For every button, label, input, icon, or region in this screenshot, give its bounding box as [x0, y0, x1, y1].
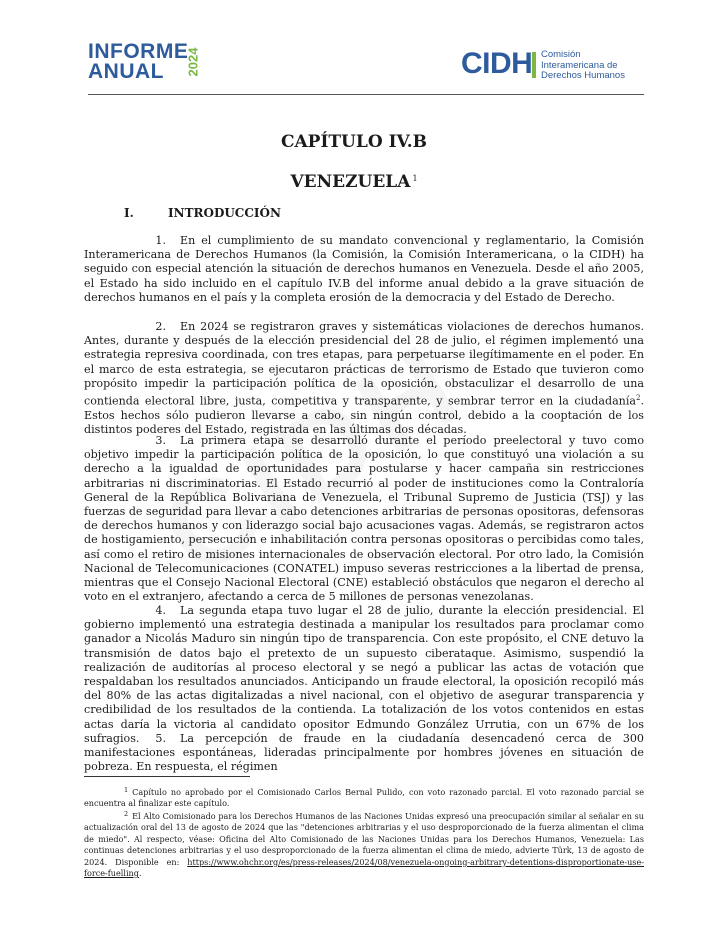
- cidh-name-line2: Interamericana de: [541, 59, 618, 71]
- cidh-name-line1: Comisión: [541, 49, 581, 60]
- section-number: I.: [124, 206, 134, 220]
- paragraph-text-continued: . Estos hechos sólo pudieron llevarse a cabo, sin ningún control, debido a la cooptación de los distintos poderes del Estado, registrada en las últimas dos décadas.: [84, 394, 644, 437]
- paragraph-text: La primera etapa se desarrolló durante el período preelectoral y tuvo como objetivo impedir la participación política de la oposición, lo que constituyó una violación a su derecho a la igualdad de oportunidades para postularse y hacer campaña sin restricciones arbitrarias ni discriminatorias. El Estado recurrió al poder de instituciones como la Contraloría General de la República Bolivariana de Venezuela, el Tribunal Supremo de Justicia (TSJ) y las fuerzas de seguridad para llevar a cabo detenciones arbitrarias de personas opositoras, defensoras de derechos humanos y con liderazgo social bajo acusaciones vagas. Además, se registraron actos de hostigamiento, persecución e inhabilitación contra personas opositoras o percibidas como tales, así como el retiro de misiones internacionales de observación electoral. Por otro lado, la Comisión Nacional de Telecomunicaciones (CONATEL) impuso severas restricciones a la libertad de prensa, mientras que el Consejo Nacional Electoral (CNE) estableció obstáculos que negaron el derecho al voto en el extranjero, afectando a cerca de 5 millones de personas venezolanas.: [84, 434, 644, 604]
- paragraph-3: [84, 434, 644, 604]
- paragraph-number: 5.: [155, 732, 166, 745]
- paragraph-text: La percepción de fraude en la ciudadanía desencadenó cerca de 300 manifestaciones espontáneas, lideradas principalmente por hombres jóvenes en situación de pobreza. En respuesta, el régimen: [84, 732, 644, 774]
- footnote-1: [84, 785, 644, 810]
- paragraph-4: [84, 604, 644, 746]
- page-header: [0, 0, 708, 100]
- paragraph-text: La segunda etapa tuvo lugar el 28 de julio, durante la elección presidencial. El gobierno implementó una estrategia destinada a manipular los resultados para proclamar como ganador a Nicolás Maduro sin ningún tipo de transparencia. Con este propósito, el CNE detuvo la transmisión de datos bajo el pretexto de un supuesto ciberataque. Asimismo, suspendió la realización de auditorías al proceso electoral y se negó a publicar las actas de votación que respaldaban los resultados anunciados. Anticipando un fraude electoral, la oposición recopiló más del 80% de las actas digitalizadas a nivel nacional, con el objetivo de asegurar transparencia y credibilidad de los resultados de la contienda. La totalización de los votos contenidos en estas actas daría la victoria al candidato opositor Edmundo González Urrutia, con un 67% de los sufragios.: [84, 604, 644, 745]
- country-title: [0, 172, 708, 192]
- footnote-2: [84, 809, 644, 879]
- footnote-ref-1[interactable]: 1: [412, 174, 418, 183]
- footnote-link[interactable]: https://www.ohchr.org/es/press-releases/2024/08/venezuela-ongoing-arbitrary-detentions-disproportionate-use-force-fuelling: [84, 856, 644, 879]
- country-title-text: VENEZUELA: [290, 172, 411, 192]
- cidh-accent-bar: [532, 52, 536, 78]
- cidh-acronym: CIDH: [461, 47, 533, 80]
- footnote-mark: 1: [124, 786, 129, 794]
- footnote-text: Capítulo no aprobado por el Comisionado Carlos Bernal Pulido, con voto razonado parcial. El voto razonado parcial se encuentra al finalizar este capítulo.: [84, 787, 644, 809]
- paragraph-number: 3.: [155, 434, 166, 447]
- logo-word-informe: INFORME: [88, 40, 189, 63]
- paragraph-number: 1.: [155, 234, 166, 247]
- footnote-ref-2[interactable]: 2: [636, 394, 641, 403]
- paragraph-1: [84, 234, 644, 305]
- logo-year-text: 2024: [185, 47, 201, 77]
- informe-anual-logo: [88, 40, 201, 83]
- paragraph-number: 2.: [155, 320, 166, 333]
- paragraph-5: [84, 732, 644, 775]
- paragraph-text: En el cumplimiento de su mandato convencional y reglamentario, la Comisión Interamericana de Derechos Humanos (la Comisión, la Comisión Interamericana, o la CIDH) ha seguido con especial atención la situación de derechos humanos en Venezuela. Desde el año 2005, el Estado ha sido incluido en el capítulo IV.B del informe anual debido a la grave situación de derechos humanos en el país y la completa erosión de la democracia y del Estado de Derecho.: [84, 234, 644, 304]
- paragraph-number: 4.: [155, 604, 166, 617]
- cidh-name-line3: Derechos Humanos: [541, 70, 625, 81]
- footnote-divider: [84, 776, 250, 777]
- section-title: INTRODUCCIÓN: [168, 206, 281, 220]
- footnote-text: El Alto Comisionado para los Derechos Humanos de las Naciones Unidas expresó una preocupación similar al señalar en su actualización oral del 13 de agosto de 2024 que las "detenciones arbitrarias y el uso desproporcionado de la fuerza alimentan el clima de miedo". Al respecto, véase: Oficina del Alto Comisionado de las Naciones Unidas para los Derechos Humanos, Venezuela: Las continuas detenciones arbitrarias y el uso desproporcionado de la fuerza alimentan el clima de miedo, advierte Türk, 13 de agosto de 2024. Disponible en:: [84, 811, 644, 867]
- footnote-mark: 2: [124, 810, 129, 818]
- section-heading: [124, 206, 281, 220]
- logo-year: [186, 41, 200, 83]
- chapter-title: CAPÍTULO IV.B: [280, 132, 428, 152]
- footnote-text-end: .: [138, 868, 142, 879]
- header-divider: [88, 94, 644, 95]
- paragraph-text: En 2024 se registraron graves y sistemáticas violaciones de derechos humanos. Antes, durante y después de la elección presidencial del 28 de julio, el régimen implementó una estrategia represiva coordinada, con tres etapas, para perpetuarse ilegítimamente en el poder. En el marco de esta estrategia, se ejecutaron prácticas de terrorismo de Estado que tuvieron como propósito impedir la participación política de la oposición, obstaculizar el desarrollo de una contienda electoral libre, justa, competitiva y transparente, y sembrar terror en la ciudadanía: [84, 320, 644, 408]
- cidh-name: [541, 50, 625, 82]
- paragraph-2: [84, 320, 644, 437]
- logo-word-anual: ANUAL: [88, 60, 164, 83]
